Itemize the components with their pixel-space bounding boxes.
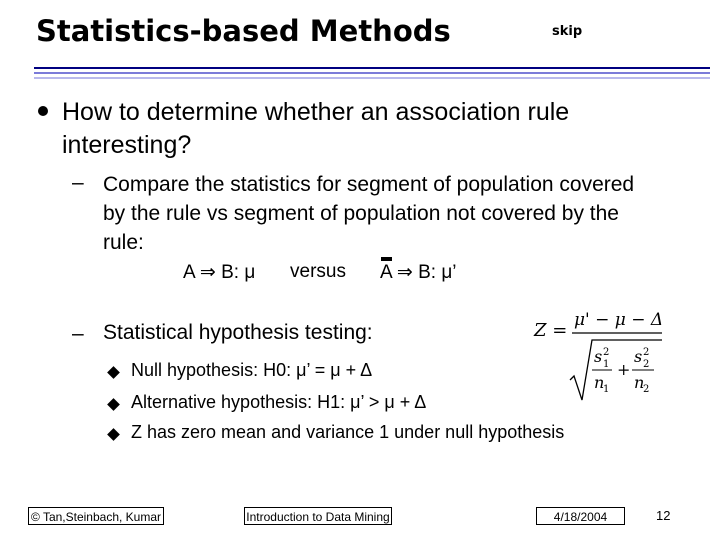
page-number: 12 [656, 508, 671, 523]
title-rule-dark [34, 67, 710, 69]
n2-symbol: n [634, 373, 645, 392]
diamond-bullet-icon [107, 366, 120, 379]
dash-bullet: – [72, 322, 84, 345]
alternative-hypothesis-item: Alternative hypothesis: H1: μ’ > μ + Δ [131, 392, 427, 412]
svg-text:2: 2 [603, 347, 610, 358]
svg-text:2: 2 [643, 359, 650, 370]
svg-text:1: 1 [603, 359, 610, 370]
z-lhs: Z = [534, 320, 568, 341]
title-rule-mid [34, 72, 710, 74]
bullet-dot-icon [38, 106, 48, 116]
footer-date: 4/18/2004 [536, 507, 625, 525]
skip-label: skip [552, 24, 583, 39]
sub-bullet-compare: Compare the statistics for segment of population covered by the rule vs segment of population not covered by the rule: [103, 173, 635, 254]
footer-copyright: © Tan,Steinbach, Kumar [28, 507, 164, 525]
sub-bullet-hypothesis-testing: Statistical hypothesis testing: [103, 321, 373, 344]
title-rule-light [34, 77, 710, 79]
svg-text:+: + [617, 360, 631, 379]
diamond-bullet-icon [107, 428, 120, 441]
s2-symbol: s [634, 347, 643, 366]
versus-label: versus [290, 261, 346, 282]
bullet-main-question: How to determine whether an association rule interesting? [62, 98, 570, 159]
svg-text:1: 1 [603, 384, 610, 395]
dash-bullet: – [72, 171, 84, 194]
z-numerator: μ' − μ − Δ [574, 310, 664, 330]
rule-not-covered-formula: A ⇒ B: μ’ [380, 262, 457, 283]
n1-symbol: n [594, 373, 605, 392]
footer-course-title: Introduction to Data Mining [244, 507, 392, 525]
z-distribution-item: Z has zero mean and variance 1 under null hypothesis [131, 422, 565, 442]
slide-title: Statistics-based Methods [36, 14, 451, 48]
svg-text:2: 2 [643, 347, 650, 358]
z-statistic-formula [530, 300, 664, 404]
null-hypothesis-item: Null hypothesis: H0: μ’ = μ + Δ [131, 360, 373, 380]
diamond-bullet-icon [107, 398, 120, 411]
svg-text:2: 2 [643, 384, 650, 395]
s1-symbol: s [594, 347, 603, 366]
rule-covered-formula: A ⇒ B: μ [183, 262, 256, 283]
